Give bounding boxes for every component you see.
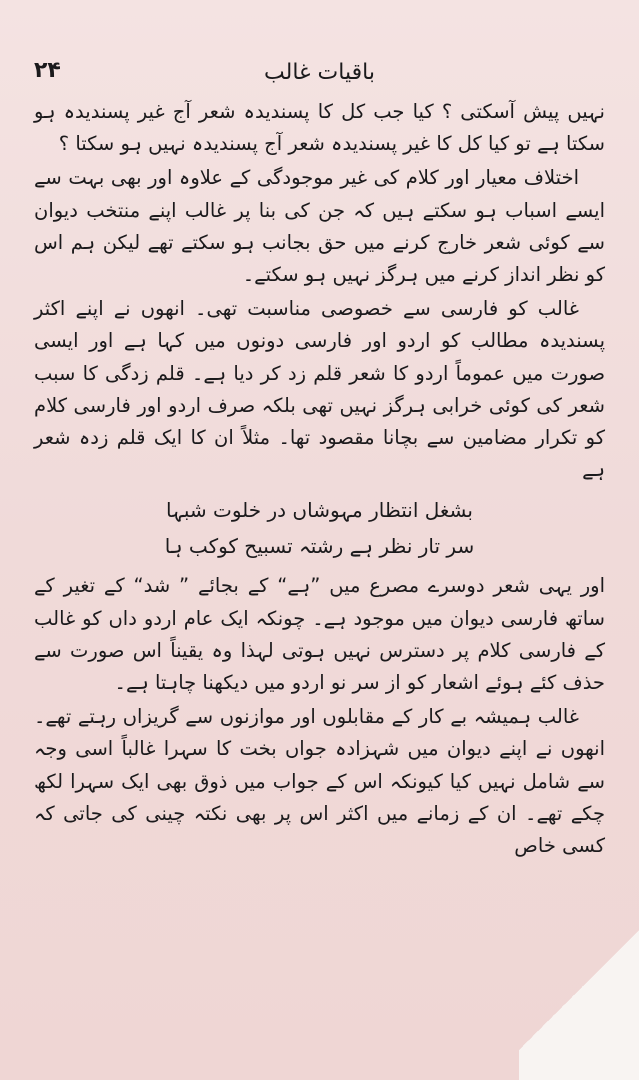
paragraph-2: اختلاف معیار اور کلام کی غیر موجودگی کے علاوہ اور بھی بہت سے ایسے اسباب ہو سکتے ہیں کہ جن کی بنا پر غالب اپنے منتخب دیوان سے کوئی شعر خارج کرنے میں حق بجانب ہو سکتے تھے لیکن ہم اس کو نظر انداز کرنے میں ہرگز نہیں ہو سکتے۔	[34, 166, 605, 287]
verse-couplet	[34, 492, 605, 564]
folded-page-corner	[519, 900, 639, 1080]
page-header	[30, 58, 609, 98]
paragraph-3: غالب کو فارسی سے خصوصی مناسبت تھی۔ انھوں نے اپنے اکثر پسندیدہ مطالب کو اردو اور فارسی دونوں میں کہا ہے اور ایسی صورت میں عموماً اردو کا شعر قلم زد کر دیا ہے۔ قلم زدگی کا سبب شعر کی کوئی خرابی ہرگز نہیں تھی بلکہ صرف اردو اور فارسی کلام کو تکرار مضامین سے بچانا مقصود تھا۔ مثلاً ان کا ایک قلم زدہ شعر ہے	[34, 297, 605, 482]
verse-line-1: بشغل انتظار مہوشاں در خلوت شبہا	[166, 498, 473, 523]
running-title: باقیات غالب	[264, 60, 375, 85]
paragraph-1: نہیں پیش آسکتی ؟ کیا جب کل کا پسندیدہ شعر آج غیر پسندیدہ ہو سکتا ہے تو کیا کل کا غیر پسندیدہ شعر آج پسندیدہ نہیں ہو سکتا ؟	[34, 100, 605, 156]
body-text	[34, 96, 605, 862]
page-number: ۲۴	[34, 58, 61, 83]
paragraph-4: اور یہی شعر دوسرے مصرع میں ”ہے“ کے بجائے ” شد“ کے تغیر کے ساتھ فارسی دیوان میں موجود ہے۔ چونکہ ایک عام اردو داں کو غالب کے فارسی کلام پر دسترس نہیں ہوتی لہذا وہ یقیناً اس صورت سے حذف کئے ہوئے اشعار کو از سر نو اردو میں دیکھنا چاہتا ہے۔	[34, 574, 605, 695]
verse-line-2: سر تار نظر ہے رشتہ تسبیح کوکب ہا	[164, 534, 475, 559]
paragraph-5: غالب ہمیشہ بے کار کے مقابلوں اور موازنوں سے گریزاں رہتے تھے۔ انھوں نے اپنے دیوان میں شہزادہ جواں بخت کا سہرا غالباً اسی وجہ سے شامل نہیں کیا کیونکہ اس کے جواب میں ذوق بھی ایک سہرا لکھ چکے تھے۔ ان کے زمانے میں اکثر اس پر بھی نکتہ چینی کی جاتی کہ کسی خاص	[34, 705, 605, 858]
